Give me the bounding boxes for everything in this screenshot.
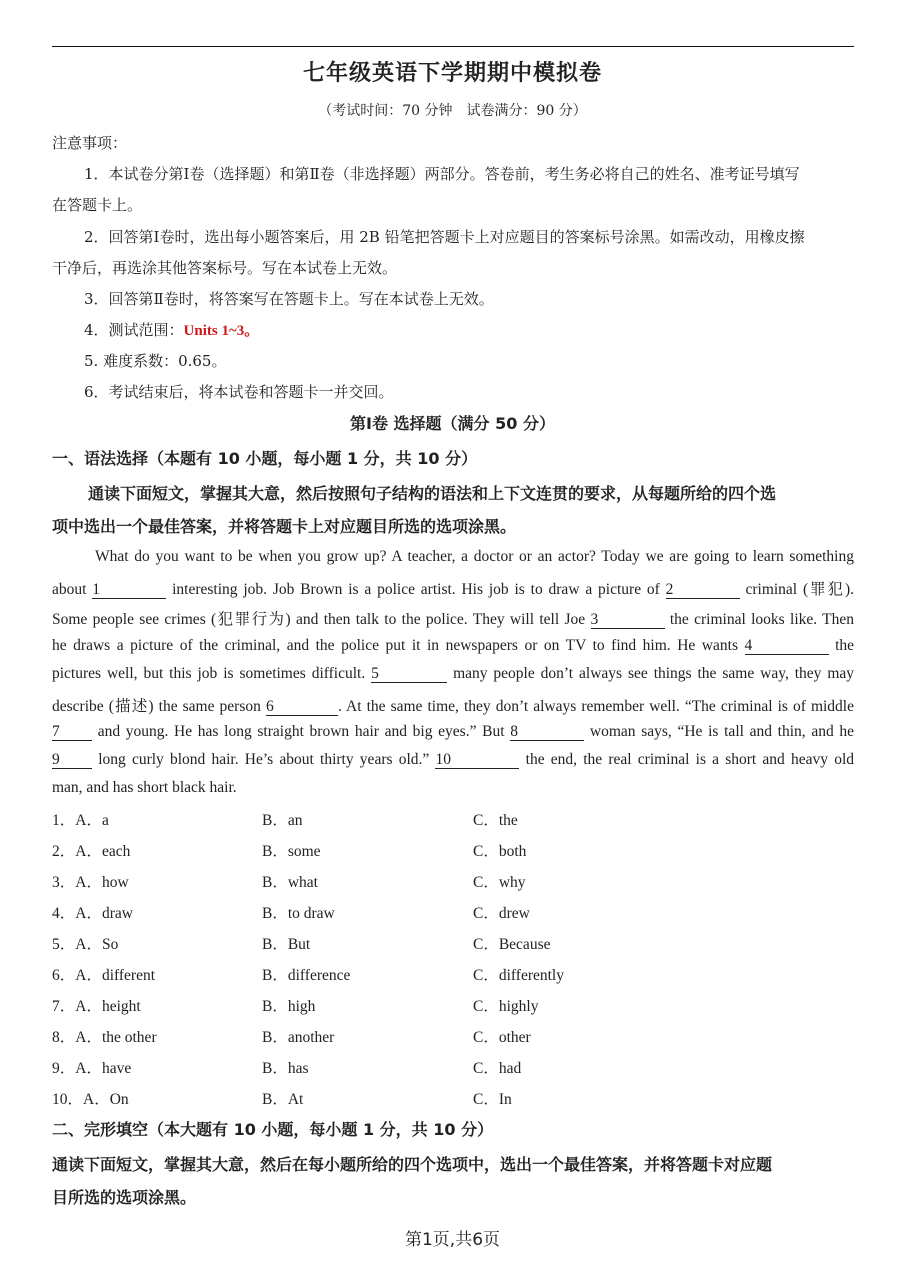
- exam-subtitle: （考试时间：70 分钟 试卷满分：90 分）: [318, 103, 587, 119]
- question-4-options: [52, 901, 854, 921]
- option-c: C．highly: [473, 998, 539, 1015]
- question-10-options: [52, 1087, 854, 1107]
- blank-2: 2: [666, 582, 740, 599]
- blank-8: 8: [510, 724, 584, 741]
- option-a: 3．A．how: [52, 874, 129, 891]
- blank-7: 7: [52, 724, 92, 741]
- exam-title: 七年级英语下学期期中模拟卷: [302, 61, 602, 86]
- option-b: B．difference: [262, 967, 351, 984]
- option-a: 1．A．a: [52, 812, 109, 829]
- question-3-options: [52, 870, 854, 890]
- section-2-instruction-line-2: 目所选的选项涂黑。: [52, 1188, 197, 1207]
- test-range-value: Units 1~3: [183, 323, 245, 339]
- passage-text: about: [52, 581, 87, 598]
- passage-text: he draws a picture of the criminal, and the police put it in newspapers or on TV to find him. He wants: [52, 637, 738, 654]
- notice-item-2-line-1: 2．回答第Ⅰ卷时，选出每小题答案后，用 2B 铅笔把答题卡上对应题目的答案标号涂黑。如需改动，用橡皮擦: [84, 228, 805, 246]
- notice-item-6: 6．考试结束后，将本试卷和答题卡一并交回。: [84, 383, 394, 401]
- question-8-options: [52, 1025, 854, 1045]
- option-b: B．what: [262, 874, 318, 891]
- notice-item-1-line-1: 1．本试卷分第Ⅰ卷（选择题）和第Ⅱ卷（非选择题）两部分。答卷前，考生务必将自己的姓名、准考证号填写: [84, 165, 800, 183]
- passage-line-2: [52, 577, 854, 599]
- notice-heading: 注意事项：: [52, 134, 128, 152]
- passage-text: criminal (罪犯).: [745, 581, 854, 598]
- notice-item-4-suffix: 。: [244, 323, 260, 339]
- option-b: B．has: [262, 1060, 309, 1077]
- option-b: B．an: [262, 812, 303, 829]
- passage-line-8: [52, 751, 854, 769]
- passage-text: interesting job. Job Brown is a police artist. His job is to draw a picture of: [172, 581, 660, 598]
- passage-text: describe (描述) the same person: [52, 698, 261, 715]
- option-c: C．In: [473, 1091, 512, 1108]
- option-a: 9．A．have: [52, 1060, 132, 1077]
- passage-line-9: man, and has short black hair.: [52, 779, 237, 796]
- option-b: B．some: [262, 843, 321, 860]
- passage-text: the end, the real criminal is a short and heavy old: [525, 751, 855, 768]
- part-1-heading: 第Ⅰ卷 选择题（满分 50 分）: [350, 414, 555, 433]
- option-a: 8．A．the other: [52, 1029, 157, 1046]
- blank-1: 1: [92, 582, 166, 599]
- passage-line-5: [52, 665, 854, 683]
- question-9-options: [52, 1056, 854, 1076]
- question-7-options: [52, 994, 854, 1014]
- option-c: C．the: [473, 812, 518, 829]
- option-b: B．But: [262, 936, 311, 953]
- option-c: C．had: [473, 1060, 522, 1077]
- option-b: B．another: [262, 1029, 335, 1046]
- blank-3: 3: [591, 612, 665, 629]
- passage-text: the: [835, 637, 855, 654]
- question-6-options: [52, 963, 854, 983]
- passage-line-1: What do you want to be when you grow up? A teacher, a doctor or an actor? Today we are going to learn something: [95, 548, 854, 565]
- question-2-options: [52, 839, 854, 859]
- notice-item-5: 5. 难度系数：0.65。: [84, 352, 227, 370]
- option-a: 4．A．draw: [52, 905, 133, 922]
- section-2-instruction-line-1: 通读下面短文，掌握其大意，然后在每小题所给的四个选项中，选出一个最佳答案，并将答题卡对应题: [52, 1155, 773, 1174]
- option-a: 10．A．On: [52, 1091, 129, 1108]
- top-divider: [52, 46, 854, 47]
- option-c: C．why: [473, 874, 526, 891]
- passage-text: woman says, “He is tall and thin, and he: [589, 723, 855, 740]
- passage-text: Some people see crimes (犯罪行为) and then talk to the police. They will tell Joe: [52, 611, 586, 628]
- passage-text: the criminal looks like. Then: [669, 611, 855, 628]
- passage-line-7: [52, 723, 854, 741]
- option-b: B．high: [262, 998, 316, 1015]
- notice-item-2-line-2: 干净后，再选涂其他答案标号。写在本试卷上无效。: [52, 259, 398, 277]
- passage-text: pictures well, but this job is sometimes difficult.: [52, 665, 366, 682]
- option-c: C．other: [473, 1029, 531, 1046]
- passage-text: and young. He has long straight brown hair and big eyes.” But: [97, 723, 505, 740]
- question-1-options: [52, 808, 854, 828]
- notice-item-3: 3．回答第Ⅱ卷时，将答案写在答题卡上。写在本试卷上无效。: [84, 290, 494, 308]
- option-b: B．At: [262, 1091, 304, 1108]
- blank-5: 5: [371, 666, 447, 683]
- passage-text: . At the same time, they don’t always remember well. “The criminal is of middle: [337, 698, 854, 715]
- notice-item-1-line-2: 在答题卡上。: [52, 196, 143, 214]
- notice-item-4-prefix: 4．测试范围：: [84, 321, 184, 339]
- passage-line-3: [52, 607, 854, 629]
- option-a: 7．A．height: [52, 998, 141, 1015]
- blank-10: 10: [435, 752, 519, 769]
- section-1-instruction-line-1: 通读下面短文，掌握其大意，然后按照句子结构的语法和上下文连贯的要求，从每题所给的四个选: [88, 484, 777, 503]
- option-c: C．drew: [473, 905, 530, 922]
- passage-text: many people don’t always see things the same way, they may: [453, 665, 855, 682]
- question-5-options: [52, 932, 854, 952]
- blank-9: 9: [52, 752, 92, 769]
- section-1-instruction-line-2: 项中选出一个最佳答案，并将答题卡上对应题目所选的选项涂黑。: [52, 517, 517, 536]
- passage-line-4: [52, 637, 854, 655]
- option-a: 6．A．different: [52, 967, 156, 984]
- option-c: C．differently: [473, 967, 564, 984]
- section-1-heading: 一、语法选择（本题有 10 小题，每小题 1 分，共 10 分）: [52, 449, 478, 468]
- option-a: 2．A．each: [52, 843, 131, 860]
- passage-text: long curly blond hair. He’s about thirty years old.”: [98, 751, 430, 768]
- option-b: B．to draw: [262, 905, 335, 922]
- option-c: C．both: [473, 843, 527, 860]
- option-c: C．Because: [473, 936, 551, 953]
- blank-4: 4: [745, 638, 829, 655]
- blank-6: 6: [266, 699, 338, 716]
- notice-item-4: [84, 319, 854, 340]
- section-2-heading: 二、完形填空（本大题有 10 小题，每小题 1 分，共 10 分）: [52, 1120, 494, 1139]
- passage-line-6: [52, 694, 854, 716]
- option-a: 5．A．So: [52, 936, 119, 953]
- page-number: 第1页,共6页: [404, 1230, 501, 1250]
